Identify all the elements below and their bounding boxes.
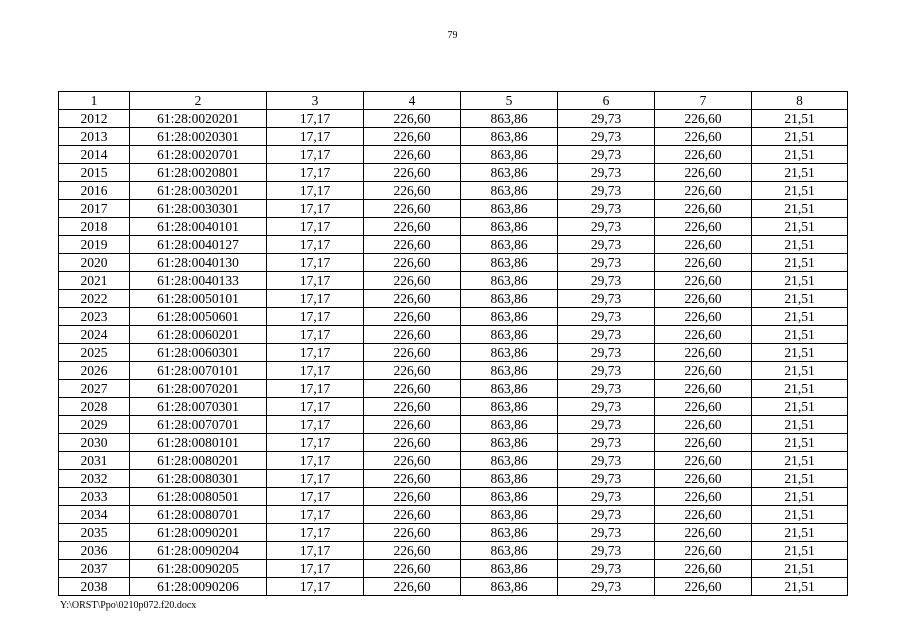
table-cell: 29,73 bbox=[558, 362, 655, 380]
table-cell: 29,73 bbox=[558, 272, 655, 290]
table-cell: 17,17 bbox=[267, 434, 364, 452]
table-cell: 226,60 bbox=[364, 146, 461, 164]
table-cell: 226,60 bbox=[364, 434, 461, 452]
table-row bbox=[59, 326, 848, 344]
table-cell: 21,51 bbox=[752, 452, 848, 470]
table-cell: 2019 bbox=[59, 236, 130, 254]
table-row bbox=[59, 416, 848, 434]
table-cell: 226,60 bbox=[364, 110, 461, 128]
table-cell: 29,73 bbox=[558, 254, 655, 272]
table-cell: 2033 bbox=[59, 488, 130, 506]
table-cell: 2032 bbox=[59, 470, 130, 488]
table-cell: 21,51 bbox=[752, 398, 848, 416]
table-cell: 226,60 bbox=[364, 470, 461, 488]
page-number: 79 bbox=[447, 30, 458, 41]
table-cell: 17,17 bbox=[267, 236, 364, 254]
table-cell: 61:28:0060201 bbox=[130, 326, 267, 344]
table-cell: 29,73 bbox=[558, 578, 655, 596]
table-cell: 226,60 bbox=[364, 272, 461, 290]
table-cell: 226,60 bbox=[655, 434, 752, 452]
table-row bbox=[59, 110, 848, 128]
table-cell: 226,60 bbox=[655, 488, 752, 506]
table-cell: 61:28:0070701 bbox=[130, 416, 267, 434]
table-row bbox=[59, 542, 848, 560]
table-cell: 17,17 bbox=[267, 524, 364, 542]
table-cell: 2025 bbox=[59, 344, 130, 362]
table-cell: 863,86 bbox=[461, 128, 558, 146]
table-cell: 61:28:0020801 bbox=[130, 164, 267, 182]
table-row bbox=[59, 218, 848, 236]
table-cell: 29,73 bbox=[558, 488, 655, 506]
table-cell: 226,60 bbox=[655, 560, 752, 578]
table-cell: 17,17 bbox=[267, 290, 364, 308]
table-cell: 17,17 bbox=[267, 560, 364, 578]
table-cell: 17,17 bbox=[267, 398, 364, 416]
table-cell: 226,60 bbox=[364, 182, 461, 200]
table-cell: 29,73 bbox=[558, 128, 655, 146]
table-cell: 61:28:0080301 bbox=[130, 470, 267, 488]
table-cell: 2034 bbox=[59, 506, 130, 524]
table-cell: 863,86 bbox=[461, 164, 558, 182]
table-cell: 226,60 bbox=[364, 578, 461, 596]
table-cell: 226,60 bbox=[655, 506, 752, 524]
table-cell: 226,60 bbox=[364, 218, 461, 236]
table-row bbox=[59, 164, 848, 182]
table-cell: 17,17 bbox=[267, 542, 364, 560]
table-cell: 226,60 bbox=[655, 470, 752, 488]
table-cell: 29,73 bbox=[558, 200, 655, 218]
table-cell: 61:28:0090205 bbox=[130, 560, 267, 578]
table-cell: 863,86 bbox=[461, 236, 558, 254]
table-cell: 2014 bbox=[59, 146, 130, 164]
table-cell: 226,60 bbox=[655, 290, 752, 308]
table-cell: 226,60 bbox=[364, 200, 461, 218]
table-cell: 21,51 bbox=[752, 506, 848, 524]
table-cell: 226,60 bbox=[655, 578, 752, 596]
table-cell: 226,60 bbox=[655, 326, 752, 344]
table-cell: 863,86 bbox=[461, 254, 558, 272]
table-cell: 17,17 bbox=[267, 362, 364, 380]
table-cell: 61:28:0040127 bbox=[130, 236, 267, 254]
table-cell: 2018 bbox=[59, 218, 130, 236]
table-cell: 61:28:0020701 bbox=[130, 146, 267, 164]
table-cell: 17,17 bbox=[267, 506, 364, 524]
table-cell: 863,86 bbox=[461, 578, 558, 596]
column-header-2: 2 bbox=[130, 92, 267, 110]
table-cell: 226,60 bbox=[655, 218, 752, 236]
column-header-7: 7 bbox=[655, 92, 752, 110]
table-cell: 17,17 bbox=[267, 488, 364, 506]
table-cell: 226,60 bbox=[364, 254, 461, 272]
table-cell: 61:28:0020301 bbox=[130, 128, 267, 146]
table-cell: 2024 bbox=[59, 326, 130, 344]
table-cell: 2038 bbox=[59, 578, 130, 596]
table-cell: 2027 bbox=[59, 380, 130, 398]
table-cell: 17,17 bbox=[267, 308, 364, 326]
table-cell: 863,86 bbox=[461, 182, 558, 200]
table-cell: 226,60 bbox=[364, 362, 461, 380]
table-cell: 226,60 bbox=[655, 200, 752, 218]
table-cell: 17,17 bbox=[267, 578, 364, 596]
table-row bbox=[59, 128, 848, 146]
table-cell: 226,60 bbox=[364, 416, 461, 434]
table-cell: 226,60 bbox=[364, 524, 461, 542]
column-header-1: 1 bbox=[59, 92, 130, 110]
table-cell: 17,17 bbox=[267, 470, 364, 488]
table-cell: 17,17 bbox=[267, 272, 364, 290]
table-cell: 29,73 bbox=[558, 290, 655, 308]
table-cell: 2035 bbox=[59, 524, 130, 542]
table-cell: 29,73 bbox=[558, 506, 655, 524]
table-cell: 2013 bbox=[59, 128, 130, 146]
column-header-6: 6 bbox=[558, 92, 655, 110]
table-cell: 2026 bbox=[59, 362, 130, 380]
table-cell: 226,60 bbox=[655, 110, 752, 128]
table-cell: 29,73 bbox=[558, 452, 655, 470]
table-cell: 2036 bbox=[59, 542, 130, 560]
table-cell: 2016 bbox=[59, 182, 130, 200]
table-cell: 863,86 bbox=[461, 416, 558, 434]
table-row bbox=[59, 362, 848, 380]
table-cell: 863,86 bbox=[461, 362, 558, 380]
data-table bbox=[58, 91, 848, 596]
table-cell: 2017 bbox=[59, 200, 130, 218]
table-cell: 863,86 bbox=[461, 380, 558, 398]
table-cell: 21,51 bbox=[752, 434, 848, 452]
table-cell: 2037 bbox=[59, 560, 130, 578]
table-cell: 29,73 bbox=[558, 398, 655, 416]
table-cell: 21,51 bbox=[752, 308, 848, 326]
table-cell: 61:28:0070301 bbox=[130, 398, 267, 416]
table-cell: 21,51 bbox=[752, 542, 848, 560]
table-cell: 226,60 bbox=[364, 380, 461, 398]
table-cell: 17,17 bbox=[267, 218, 364, 236]
table-cell: 226,60 bbox=[655, 254, 752, 272]
table-cell: 863,86 bbox=[461, 272, 558, 290]
table-cell: 21,51 bbox=[752, 218, 848, 236]
table-cell: 61:28:0080201 bbox=[130, 452, 267, 470]
table-cell: 21,51 bbox=[752, 110, 848, 128]
table-cell: 29,73 bbox=[558, 434, 655, 452]
table-cell: 61:28:0020201 bbox=[130, 110, 267, 128]
table-cell: 226,60 bbox=[364, 452, 461, 470]
table-cell: 29,73 bbox=[558, 470, 655, 488]
table-body bbox=[59, 110, 848, 596]
table-cell: 863,86 bbox=[461, 308, 558, 326]
table-cell: 29,73 bbox=[558, 182, 655, 200]
table-cell: 226,60 bbox=[364, 560, 461, 578]
table-cell: 61:28:0070101 bbox=[130, 362, 267, 380]
table-cell: 21,51 bbox=[752, 272, 848, 290]
table-row bbox=[59, 452, 848, 470]
table-cell: 17,17 bbox=[267, 452, 364, 470]
table-cell: 61:28:0030201 bbox=[130, 182, 267, 200]
table-cell: 226,60 bbox=[364, 308, 461, 326]
table-row bbox=[59, 560, 848, 578]
table-cell: 61:28:0070201 bbox=[130, 380, 267, 398]
table-cell: 2015 bbox=[59, 164, 130, 182]
table-cell: 17,17 bbox=[267, 380, 364, 398]
table-cell: 21,51 bbox=[752, 362, 848, 380]
table-cell: 863,86 bbox=[461, 110, 558, 128]
table-cell: 29,73 bbox=[558, 110, 655, 128]
table-cell: 226,60 bbox=[655, 542, 752, 560]
table-row bbox=[59, 578, 848, 596]
table-cell: 29,73 bbox=[558, 344, 655, 362]
table-cell: 17,17 bbox=[267, 146, 364, 164]
table-cell: 21,51 bbox=[752, 326, 848, 344]
table-cell: 29,73 bbox=[558, 146, 655, 164]
table-cell: 863,86 bbox=[461, 542, 558, 560]
table-cell: 863,86 bbox=[461, 200, 558, 218]
table-cell: 17,17 bbox=[267, 326, 364, 344]
table-row bbox=[59, 182, 848, 200]
table-cell: 61:28:0060301 bbox=[130, 344, 267, 362]
table-cell: 21,51 bbox=[752, 560, 848, 578]
table-cell: 21,51 bbox=[752, 236, 848, 254]
table-row bbox=[59, 398, 848, 416]
table-cell: 21,51 bbox=[752, 470, 848, 488]
table-cell: 21,51 bbox=[752, 254, 848, 272]
table-row bbox=[59, 344, 848, 362]
table-cell: 17,17 bbox=[267, 344, 364, 362]
table-cell: 226,60 bbox=[655, 272, 752, 290]
table-cell: 17,17 bbox=[267, 110, 364, 128]
table-cell: 226,60 bbox=[655, 236, 752, 254]
column-header-8: 8 bbox=[752, 92, 848, 110]
table-cell: 863,86 bbox=[461, 398, 558, 416]
table-cell: 226,60 bbox=[364, 488, 461, 506]
table-cell: 21,51 bbox=[752, 416, 848, 434]
table-cell: 226,60 bbox=[364, 236, 461, 254]
table-row bbox=[59, 308, 848, 326]
table-cell: 21,51 bbox=[752, 146, 848, 164]
table-cell: 21,51 bbox=[752, 182, 848, 200]
table-cell: 226,60 bbox=[364, 344, 461, 362]
table-row bbox=[59, 506, 848, 524]
table-cell: 226,60 bbox=[655, 380, 752, 398]
table-cell: 17,17 bbox=[267, 416, 364, 434]
table-cell: 17,17 bbox=[267, 164, 364, 182]
table-cell: 863,86 bbox=[461, 434, 558, 452]
table-cell: 226,60 bbox=[655, 452, 752, 470]
table-cell: 21,51 bbox=[752, 128, 848, 146]
table-cell: 226,60 bbox=[364, 128, 461, 146]
table-cell: 29,73 bbox=[558, 218, 655, 236]
table-cell: 21,51 bbox=[752, 164, 848, 182]
table-cell: 226,60 bbox=[364, 326, 461, 344]
table-header-row bbox=[59, 92, 848, 110]
table-cell: 863,86 bbox=[461, 326, 558, 344]
table-cell: 863,86 bbox=[461, 560, 558, 578]
table-cell: 863,86 bbox=[461, 290, 558, 308]
table-cell: 226,60 bbox=[655, 128, 752, 146]
column-header-3: 3 bbox=[267, 92, 364, 110]
table-cell: 29,73 bbox=[558, 164, 655, 182]
table-cell: 226,60 bbox=[655, 164, 752, 182]
table-cell: 226,60 bbox=[364, 290, 461, 308]
table-cell: 226,60 bbox=[364, 506, 461, 524]
table-cell: 226,60 bbox=[655, 182, 752, 200]
table-row bbox=[59, 236, 848, 254]
table-cell: 2021 bbox=[59, 272, 130, 290]
table-cell: 863,86 bbox=[461, 524, 558, 542]
table-cell: 17,17 bbox=[267, 254, 364, 272]
table-cell: 61:28:0080701 bbox=[130, 506, 267, 524]
table-cell: 61:28:0090206 bbox=[130, 578, 267, 596]
table-cell: 29,73 bbox=[558, 236, 655, 254]
table-row bbox=[59, 146, 848, 164]
table-row bbox=[59, 488, 848, 506]
table-cell: 21,51 bbox=[752, 488, 848, 506]
table-cell: 21,51 bbox=[752, 200, 848, 218]
table-cell: 863,86 bbox=[461, 488, 558, 506]
table-cell: 226,60 bbox=[655, 398, 752, 416]
table-row bbox=[59, 380, 848, 398]
table-cell: 61:28:0090201 bbox=[130, 524, 267, 542]
table-row bbox=[59, 434, 848, 452]
table-row bbox=[59, 254, 848, 272]
table-cell: 29,73 bbox=[558, 380, 655, 398]
table-cell: 226,60 bbox=[655, 308, 752, 326]
table-cell: 61:28:0050101 bbox=[130, 290, 267, 308]
column-header-5: 5 bbox=[461, 92, 558, 110]
table-cell: 29,73 bbox=[558, 326, 655, 344]
table-cell: 2020 bbox=[59, 254, 130, 272]
table-cell: 61:28:0040133 bbox=[130, 272, 267, 290]
table-cell: 226,60 bbox=[655, 524, 752, 542]
table-cell: 61:28:0080101 bbox=[130, 434, 267, 452]
table-cell: 226,60 bbox=[364, 398, 461, 416]
table-cell: 29,73 bbox=[558, 308, 655, 326]
table-cell: 863,86 bbox=[461, 452, 558, 470]
table-cell: 17,17 bbox=[267, 182, 364, 200]
table-cell: 863,86 bbox=[461, 344, 558, 362]
table-row bbox=[59, 200, 848, 218]
table-cell: 226,60 bbox=[655, 146, 752, 164]
table-cell: 863,86 bbox=[461, 146, 558, 164]
table-cell: 17,17 bbox=[267, 200, 364, 218]
table-cell: 21,51 bbox=[752, 380, 848, 398]
table-cell: 2022 bbox=[59, 290, 130, 308]
table-cell: 29,73 bbox=[558, 560, 655, 578]
table-row bbox=[59, 524, 848, 542]
table-cell: 2028 bbox=[59, 398, 130, 416]
table-cell: 226,60 bbox=[655, 416, 752, 434]
table-cell: 2023 bbox=[59, 308, 130, 326]
table-cell: 226,60 bbox=[364, 542, 461, 560]
table-cell: 2030 bbox=[59, 434, 130, 452]
table-cell: 226,60 bbox=[655, 344, 752, 362]
table-cell: 21,51 bbox=[752, 344, 848, 362]
table-row bbox=[59, 272, 848, 290]
table-row bbox=[59, 290, 848, 308]
column-header-4: 4 bbox=[364, 92, 461, 110]
table-cell: 61:28:0090204 bbox=[130, 542, 267, 560]
table-cell: 17,17 bbox=[267, 128, 364, 146]
table-cell: 2029 bbox=[59, 416, 130, 434]
table-cell: 61:28:0040101 bbox=[130, 218, 267, 236]
table-cell: 29,73 bbox=[558, 524, 655, 542]
table-cell: 2031 bbox=[59, 452, 130, 470]
table-cell: 863,86 bbox=[461, 470, 558, 488]
table-row bbox=[59, 470, 848, 488]
footer-file-path: Y:\ORST\Ppo\0210p072.f20.docx bbox=[60, 600, 197, 611]
table-cell: 21,51 bbox=[752, 290, 848, 308]
table-cell: 29,73 bbox=[558, 416, 655, 434]
table-cell: 863,86 bbox=[461, 218, 558, 236]
table-cell: 61:28:0050601 bbox=[130, 308, 267, 326]
table-cell: 61:28:0080501 bbox=[130, 488, 267, 506]
table-cell: 61:28:0040130 bbox=[130, 254, 267, 272]
table-cell: 21,51 bbox=[752, 524, 848, 542]
table-cell: 61:28:0030301 bbox=[130, 200, 267, 218]
table-cell: 29,73 bbox=[558, 542, 655, 560]
table-cell: 863,86 bbox=[461, 506, 558, 524]
table-cell: 226,60 bbox=[655, 362, 752, 380]
table-cell: 226,60 bbox=[364, 164, 461, 182]
table-cell: 21,51 bbox=[752, 578, 848, 596]
table-cell: 2012 bbox=[59, 110, 130, 128]
